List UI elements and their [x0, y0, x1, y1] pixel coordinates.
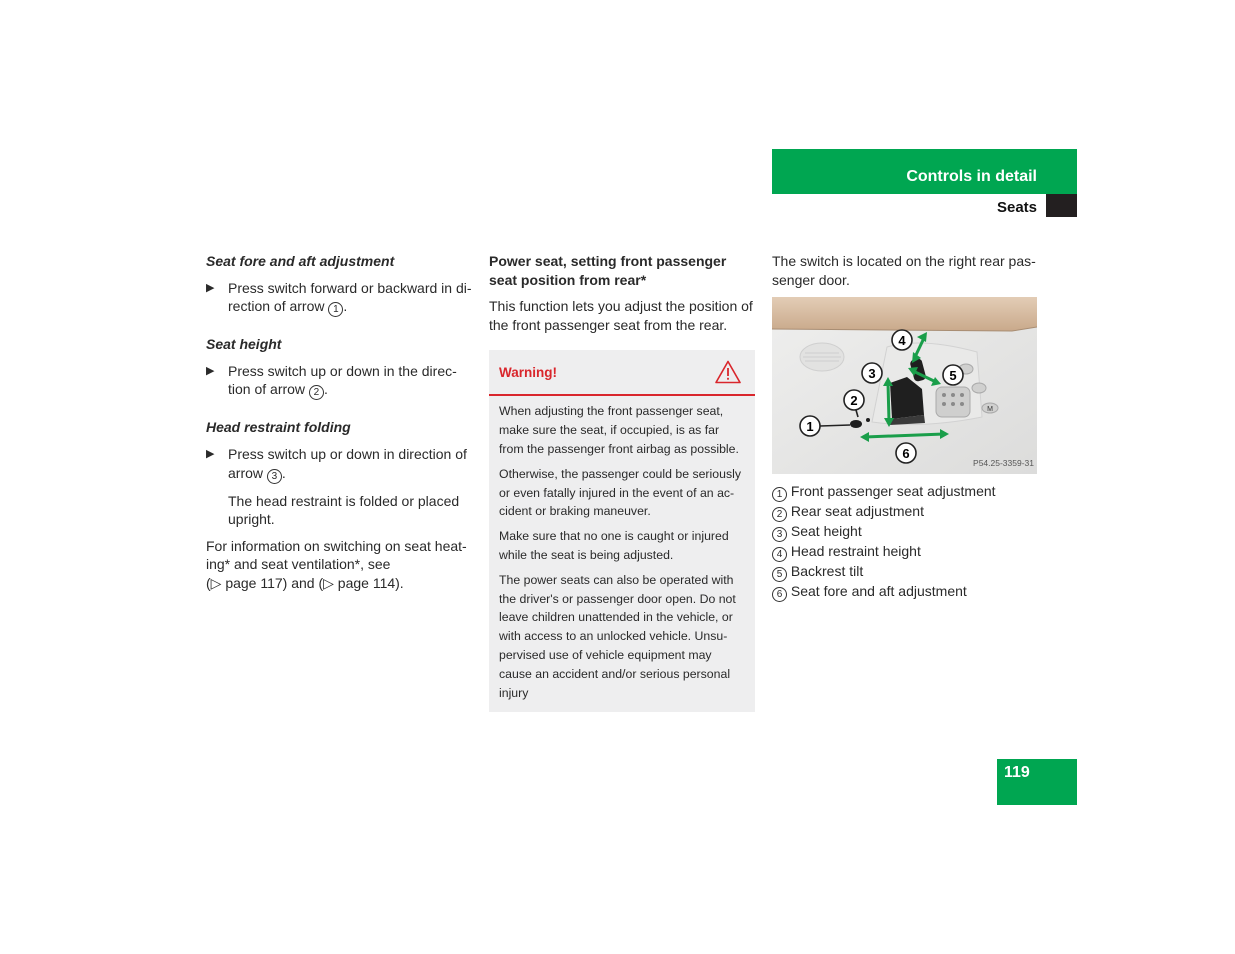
instruction-end: .: [323, 381, 328, 398]
instruction-head-restraint: [206, 445, 474, 484]
warning-paragraph: The power seats can also be operated with the driver's or passenger door open. Do not leave children unattended in the vehicle, or with access to an unlocked vehicle. Unsu-pervised use of vehicle equipment may cause an accident and/or serious personal injury: [499, 572, 736, 700]
legend-text: Seat fore and aft adjustment: [790, 583, 967, 600]
figure-callout: 4: [898, 333, 906, 349]
warning-paragraph: Otherwise, the passenger could be seriously or even fatally injured in the event of an ac-cident or braking maneuver.: [499, 466, 741, 519]
warning-title: Warning!: [499, 365, 557, 381]
legend-text: Backrest tilt: [790, 563, 864, 580]
legend-text: Seat height: [790, 523, 862, 540]
instruction-text: Press switch up or down in direction of arrow: [228, 445, 467, 481]
legend-text: Head restraint height: [790, 543, 921, 560]
legend-number: 5: [772, 567, 787, 582]
figure-callout: 1: [806, 419, 814, 435]
bullet-arrow-icon: ▶: [206, 281, 215, 294]
page-references[interactable]: (▷ page 117) and (▷ page 114).: [206, 574, 404, 591]
legend-text: Front passenger seat adjustment: [790, 483, 996, 500]
figure-callout: 6: [902, 446, 910, 462]
instruction-fore-aft: [206, 279, 474, 318]
column-left: [206, 252, 474, 601]
legend-item: [772, 542, 1038, 562]
legend-text: Rear seat adjustment: [790, 503, 924, 520]
subsection-marker: [1046, 194, 1077, 217]
instruction-seat-height: [206, 362, 474, 401]
bullet-arrow-icon: ▶: [206, 364, 215, 377]
svg-text:M: M: [987, 406, 993, 414]
section-title: Controls in detail: [906, 168, 1037, 185]
warning-triangle-icon: [715, 360, 741, 384]
seat-heating-info: [206, 537, 474, 593]
head-restraint-note: The head restraint is folded or placed upright.: [228, 492, 460, 528]
legend-item: [772, 522, 1038, 542]
legend-item: [772, 562, 1038, 582]
heading-seat-fore-aft: Seat fore and aft adjustment: [206, 253, 395, 269]
seat-switch-illustration: [772, 297, 1037, 474]
heading-head-restraint: Head restraint folding: [206, 419, 351, 436]
page-number-box: [997, 759, 1077, 805]
bullet-arrow-icon: ▶: [206, 447, 215, 460]
instruction-end: .: [281, 464, 286, 481]
warning-body: [489, 396, 755, 712]
instruction-text: Press switch up or down in the direc-tion of arrow: [228, 362, 457, 398]
section-header-bar: [772, 149, 1077, 194]
legend-number: 6: [772, 587, 787, 602]
info-text: For information on switching on seat heat-ing* and seat ventilation*, see: [206, 537, 467, 573]
figure-callout: 2: [850, 393, 858, 409]
instruction-text: Press switch forward or backward in di-rection of arrow: [228, 279, 472, 315]
legend-number: 1: [772, 487, 787, 502]
figure-legend: [772, 482, 1038, 602]
figure-callout: 5: [949, 368, 957, 384]
power-seat-intro: This function lets you adjust the position of the front passenger seat from the rear.: [489, 298, 753, 333]
subsection-title: Seats: [996, 199, 1037, 216]
legend-item: [772, 482, 1038, 502]
legend-item: [772, 502, 1038, 522]
warning-paragraph: When adjusting the front passenger seat, make sure the seat, if occupied, is as far from the passenger front airbag as possible.: [499, 404, 739, 456]
heading-power-seat: Power seat, setting front passenger seat position from rear*: [489, 253, 727, 288]
warning-header: [489, 350, 755, 396]
instruction-end: .: [343, 298, 348, 315]
switch-location-text: The switch is located on the right rear pas-senger door.: [772, 253, 1036, 288]
column-right: [772, 252, 1038, 602]
heading-seat-height: Seat height: [206, 336, 282, 353]
legend-number: 2: [772, 507, 787, 522]
page-number: 119: [1004, 764, 1030, 781]
callout-number: 2: [309, 385, 324, 400]
figure-callout: 3: [868, 366, 876, 382]
legend-number: 3: [772, 527, 787, 542]
legend-number: 4: [772, 547, 787, 562]
column-middle: [489, 252, 755, 712]
callout-number: 1: [328, 302, 343, 317]
warning-paragraph: Make sure that no one is caught or injured while the seat is being adjusted.: [499, 529, 729, 562]
seat-switch-figure: [772, 297, 1037, 474]
legend-item: [772, 582, 1038, 602]
warning-box: [489, 350, 755, 712]
callout-number: 3: [267, 469, 282, 484]
figure-code: P54.25-3359-31: [973, 457, 1034, 468]
